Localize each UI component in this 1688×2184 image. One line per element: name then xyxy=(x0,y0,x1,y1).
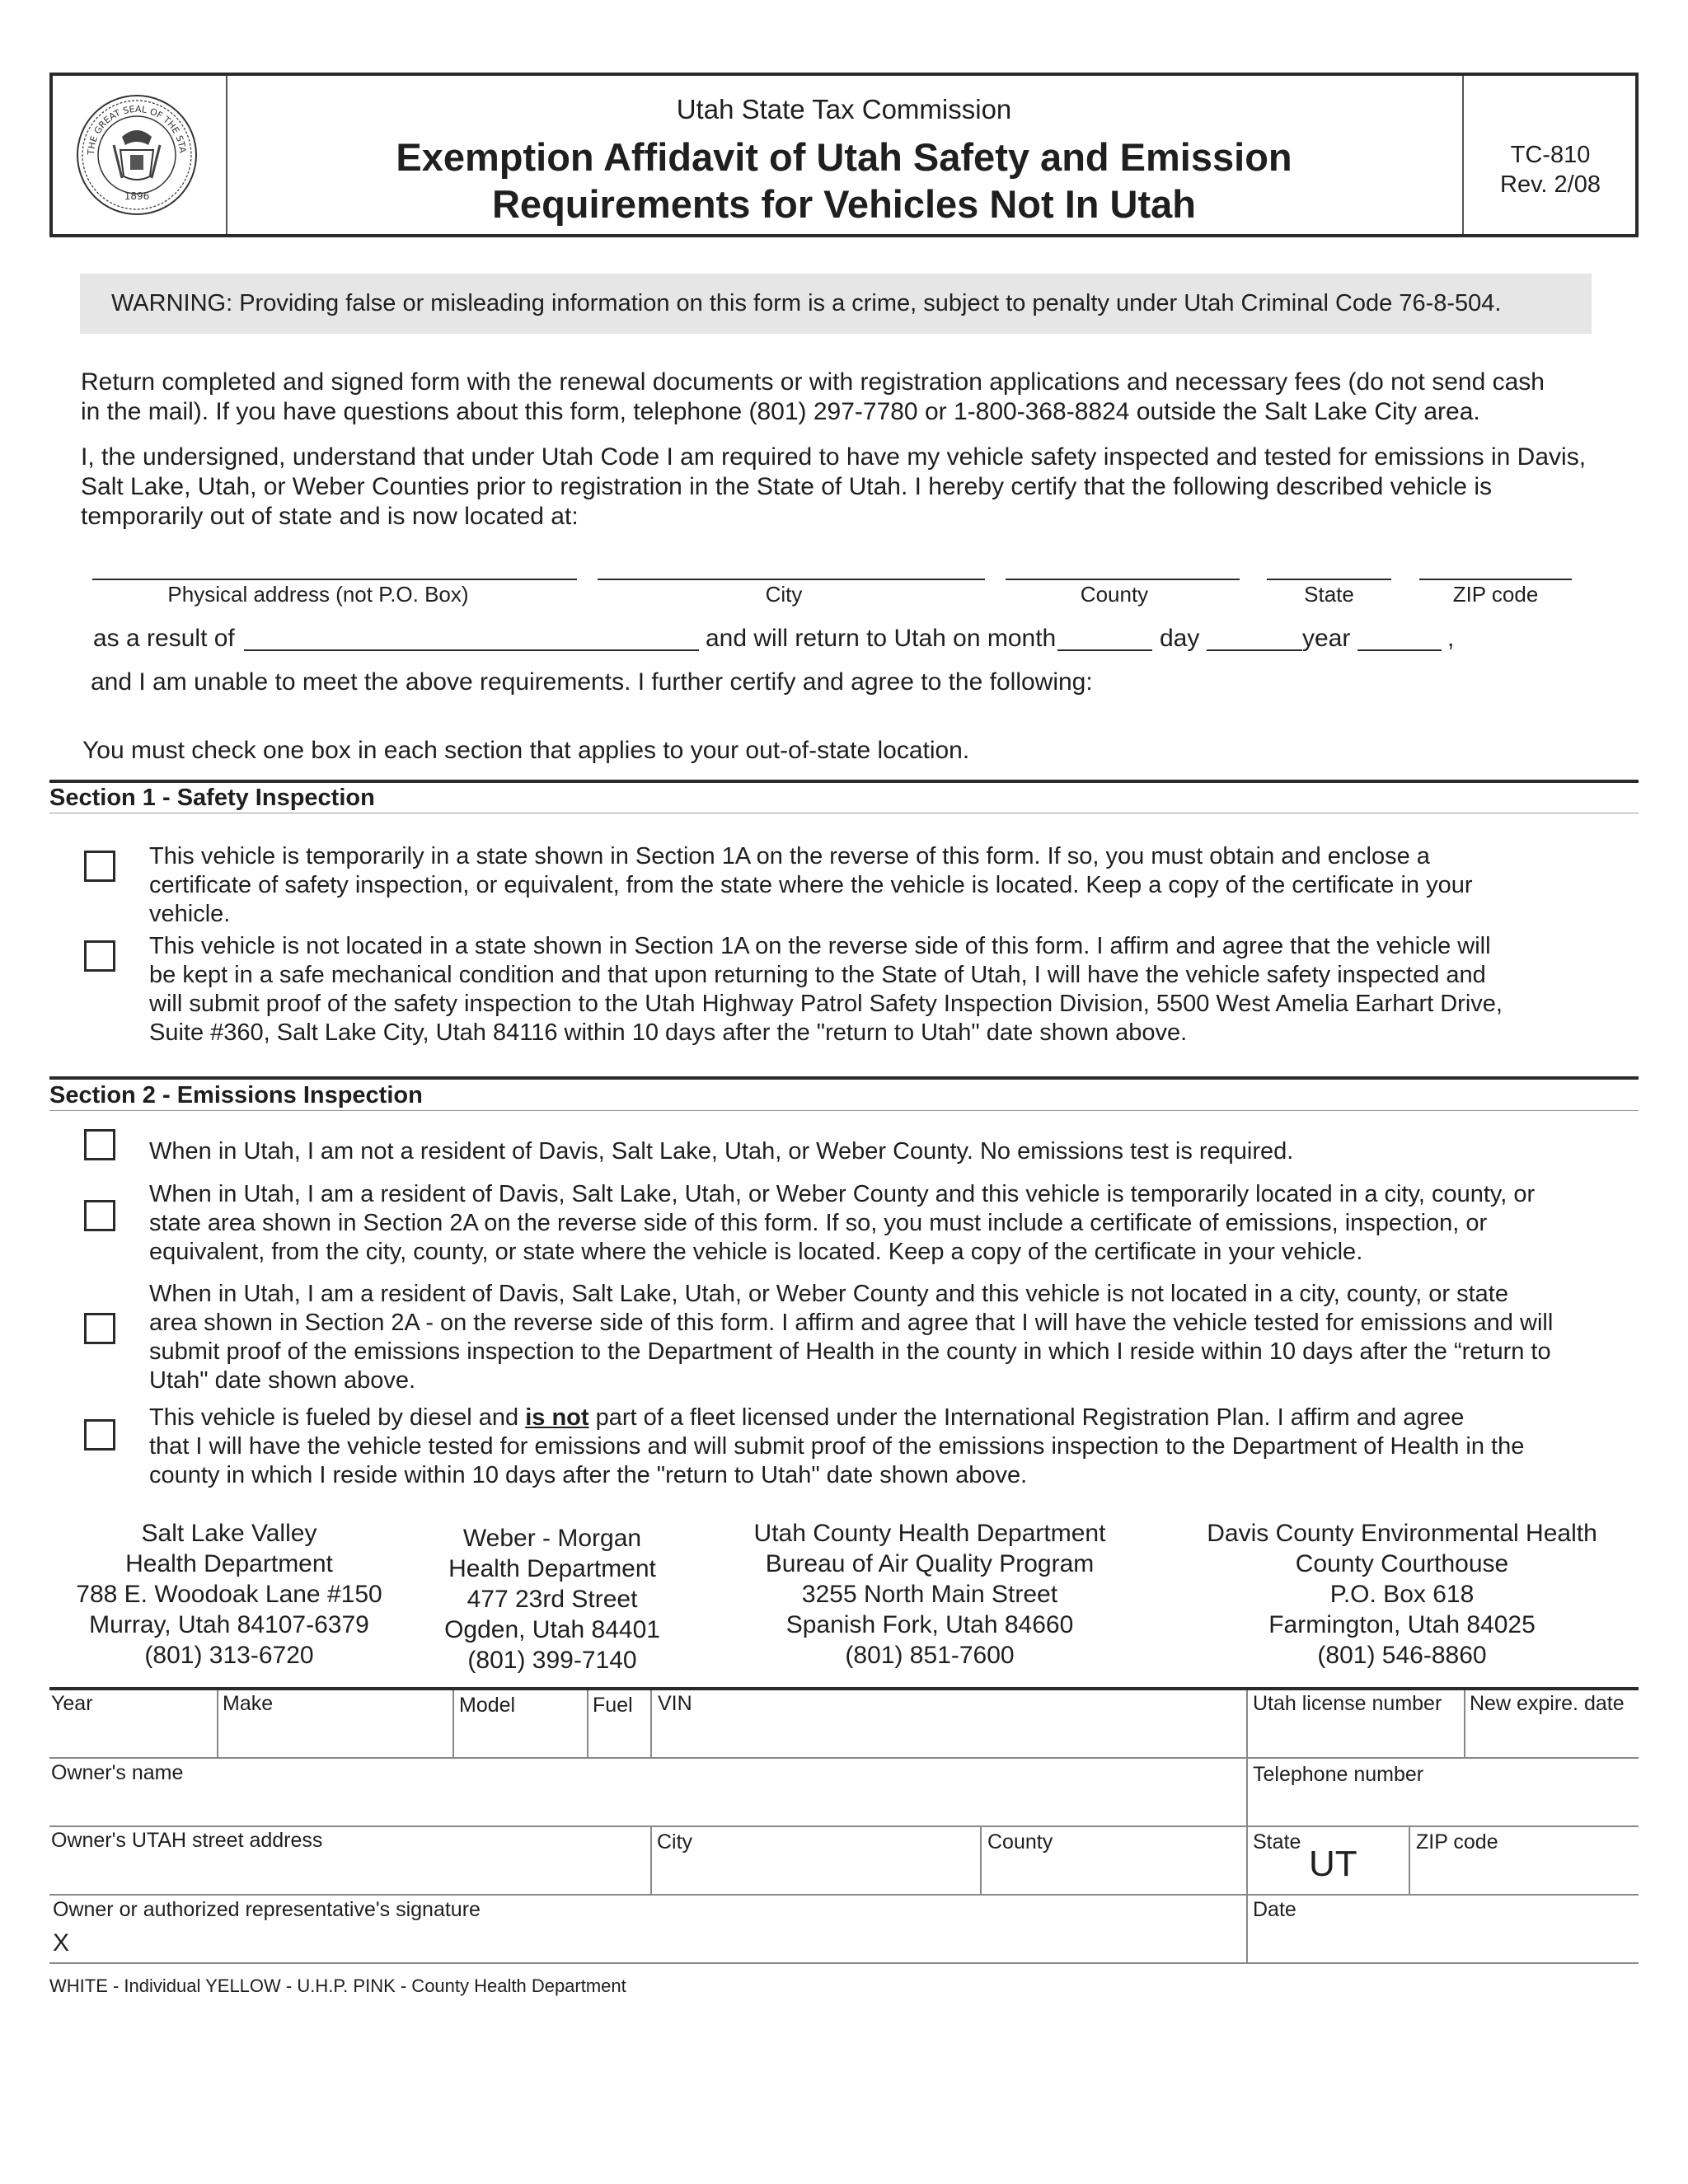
hd3-line2: Bureau of Air Quality Program xyxy=(765,1550,1095,1577)
utah-state-seal-icon xyxy=(53,76,226,234)
return-instructions xyxy=(81,368,1630,427)
city-label: City xyxy=(765,582,803,607)
zip-line[interactable] xyxy=(1419,579,1572,580)
form-title-line2: Requirements for Vehicles Not In Utah xyxy=(491,182,1196,226)
certify-line1: I, the undersigned, understand that under Utah Code I am required to have my vehicle safety inspected and tested for emissions in Davis, xyxy=(81,443,1587,471)
grid-vrule xyxy=(650,1825,652,1894)
telephone-field[interactable]: Telephone number xyxy=(1253,1763,1424,1786)
title-cell xyxy=(226,76,1462,234)
s1o1-line2: certificate of safety inspection, or equivalent, from the state where the vehicle is located. Keep a copy of the certificate in your xyxy=(149,872,1473,898)
s2o2-line1: When in Utah, I am a resident of Davis, Salt Lake, Utah, or Weber County and this vehicle is temporarily located in a city, county, or xyxy=(149,1181,1536,1207)
hd4-line3: P.O. Box 618 xyxy=(1329,1581,1475,1608)
section2-heading: Section 2 - Emissions Inspection xyxy=(49,1082,423,1108)
year-line[interactable] xyxy=(1357,649,1442,651)
county-label: County xyxy=(1080,582,1149,607)
owner-city-field[interactable]: City xyxy=(657,1830,693,1854)
section1-option2-text xyxy=(149,932,1616,1047)
hd2-line2: Health Department xyxy=(448,1555,656,1582)
hd1-line1: Salt Lake Valley xyxy=(141,1520,317,1547)
grid-vrule xyxy=(1409,1825,1410,1894)
health-dept-utah-county xyxy=(729,1518,1131,1671)
hd2-line5: (801) 399-7140 xyxy=(467,1647,637,1674)
hd1-line3: 788 E. Woodoak Lane #150 xyxy=(76,1581,382,1608)
grid-row-rule-3 xyxy=(49,1894,1639,1896)
section2-option4-checkbox[interactable] xyxy=(84,1419,115,1451)
s1o2-line3: will submit proof of the safety inspection to the Utah Highway Patrol Safety Inspection Division, 5500 West Amelia Earhart Drive, xyxy=(149,991,1503,1017)
certify-line3: temporarily out of state and is now located at: xyxy=(81,503,579,530)
s1o2-line4: Suite #360, Salt Lake City, Utah 84116 within 10 days after the "return to Utah" date shown above. xyxy=(149,1019,1188,1046)
owner-state-field[interactable]: State xyxy=(1253,1830,1301,1854)
section2-option2-text xyxy=(149,1180,1616,1267)
section2-option1-checkbox[interactable] xyxy=(84,1129,115,1160)
s1o2-line2: be kept in a safe mechanical condition and that upon returning to the State of Utah, I will have the vehicle safety inspected and xyxy=(149,962,1486,988)
grid-vrule xyxy=(217,1690,218,1757)
grid-row-rule-1 xyxy=(49,1757,1639,1759)
day-line[interactable] xyxy=(1207,649,1302,651)
grid-vrule xyxy=(650,1690,652,1757)
agency-name: Utah State Tax Commission xyxy=(676,94,1012,124)
city-line[interactable] xyxy=(598,579,985,580)
form-revision: Rev. 2/08 xyxy=(1500,171,1601,198)
hd1-line4: Murray, Utah 84107-6379 xyxy=(89,1611,369,1638)
s2o3-line3: submit proof of the emissions inspection to the Department of Health in the county in which I reside within 10 days after the “return to xyxy=(149,1338,1551,1365)
seal-year: 1896 xyxy=(124,190,150,202)
section2-option3-text xyxy=(149,1280,1616,1395)
year-field[interactable]: Year xyxy=(51,1692,93,1715)
form-title-line1: Exemption Affidavit of Utah Safety and Emission xyxy=(396,135,1292,179)
s1o2-line1: This vehicle is not located in a state shown in Section 1A on the reverse side of this form. I affirm and agree that the vehicle will xyxy=(149,933,1491,959)
zip-label: ZIP code xyxy=(1452,582,1539,607)
owner-state-value: UT xyxy=(1309,1844,1357,1884)
s2o4-line2: that I will have the vehicle tested for emissions and will submit proof of the emissions inspection to the Department of Health in the xyxy=(149,1433,1525,1460)
s2o4-is-not-emphasis: is not xyxy=(525,1404,589,1431)
copy-distribution-footer: WHITE - Individual YELLOW - U.H.P. PINK - County Health Department xyxy=(49,1975,626,1996)
seal-text: THE GREAT SEAL OF THE STA xyxy=(85,103,188,156)
grid-vrule xyxy=(452,1690,454,1757)
s2o2-line2: state area shown in Section 2A on the reverse side of this form. If so, you must include a certificate of emissions, inspection, or xyxy=(149,1210,1488,1236)
unable-text: and I am unable to meet the above requirements. I further certify and agree to the following: xyxy=(91,668,1093,696)
grid-row-rule-2 xyxy=(49,1825,1639,1827)
section2-top-rule xyxy=(49,1076,1639,1080)
street-address-field[interactable]: Owner's UTAH street address xyxy=(51,1829,323,1852)
s1o1-line1: This vehicle is temporarily in a state shown in Section 1A on the reverse of this form. If so, you must obtain and enclose a xyxy=(149,843,1430,869)
hd2-line1: Weber - Morgan xyxy=(462,1525,642,1552)
model-field[interactable]: Model xyxy=(459,1694,516,1717)
certify-line2: Salt Lake, Utah, or Weber Counties prior to registration in the State of Utah. I hereby certify that the following described vehicle is xyxy=(81,473,1492,500)
day-label: day xyxy=(1160,625,1200,652)
return-month-label: and will return to Utah on month xyxy=(706,625,1057,652)
seal-cell xyxy=(53,76,227,234)
s2o4-line3: county in which I reside within 10 days after the "return to Utah" date shown above. xyxy=(149,1462,1028,1488)
health-dept-weber-morgan xyxy=(429,1523,676,1675)
return-line2: in the mail). If you have questions about this form, telephone (801) 297-7780 or 1-800-368-8824 outside the Salt Lake City area. xyxy=(81,398,1480,425)
hd3-line5: (801) 851-7600 xyxy=(845,1642,1015,1669)
vehicle-owner-grid xyxy=(49,1687,1639,1964)
grid-vrule xyxy=(980,1825,982,1894)
owner-name-field[interactable]: Owner's name xyxy=(51,1761,184,1784)
hd3-line4: Spanish Fork, Utah 84660 xyxy=(785,1611,1074,1638)
expire-date-field[interactable]: New expire. date xyxy=(1470,1692,1625,1715)
license-number-field[interactable]: Utah license number xyxy=(1253,1692,1442,1715)
fuel-field[interactable]: Fuel xyxy=(593,1694,633,1717)
return-comma: , xyxy=(1447,625,1455,652)
form-number-cell xyxy=(1462,76,1637,234)
county-line[interactable] xyxy=(1006,579,1240,580)
hd1-line2: Health Department xyxy=(125,1550,333,1577)
s2o3-line2: area shown in Section 2A - on the reverse side of this form. I affirm and agree that I will have the vehicle tested for emissions and will xyxy=(149,1310,1554,1336)
section1-option1-text xyxy=(149,842,1616,929)
s2o4-line1 xyxy=(149,1404,1616,1432)
section2-option4-text xyxy=(149,1404,1616,1490)
check-instruction: You must check one box in each section that applies to your out-of-state location. xyxy=(82,737,970,764)
hd4-line4: Farmington, Utah 84025 xyxy=(1268,1611,1536,1638)
hd1-line5: (801) 313-6720 xyxy=(144,1642,314,1669)
s2o2-line3: equivalent, from the city, county, or state where the vehicle is located. Keep a copy of the certificate in your vehicle. xyxy=(149,1239,1363,1265)
warning-banner: WARNING: Providing false or misleading information on this form is a crime, subject to penalty under Utah Criminal Code 76-8-504. xyxy=(80,274,1592,334)
section1-top-rule xyxy=(49,780,1639,783)
return-line1: Return completed and signed form with the renewal documents or with registration applications and necessary fees (do not send cash xyxy=(81,368,1545,396)
s2o4-line1-start: This vehicle is fueled by diesel and xyxy=(149,1404,526,1431)
form-number: TC-810 xyxy=(1510,142,1591,168)
hd4-line2: County Courthouse xyxy=(1295,1550,1509,1577)
s2o3-line1: When in Utah, I am a resident of Davis, Salt Lake, Utah, or Weber County and this vehicle is not located in a city, county, or state xyxy=(149,1281,1508,1307)
date-field[interactable]: Date xyxy=(1253,1898,1296,1921)
hd3-line1: Utah County Health Department xyxy=(753,1520,1106,1547)
hd2-line3: 477 23rd Street xyxy=(467,1586,638,1613)
health-dept-davis-county xyxy=(1192,1518,1612,1671)
section2-option2-checkbox[interactable] xyxy=(84,1200,115,1231)
s2o3-line4: Utah" date shown above. xyxy=(149,1367,416,1394)
hd4-line5: (801) 546-8860 xyxy=(1317,1642,1487,1669)
grid-vrule xyxy=(1464,1690,1465,1757)
s1o1-line3: vehicle. xyxy=(149,901,231,927)
section1-heading: Section 1 - Safety Inspection xyxy=(49,785,375,811)
section2-option3-checkbox[interactable] xyxy=(84,1313,115,1344)
state-label: State xyxy=(1304,582,1354,607)
month-line[interactable] xyxy=(1057,649,1152,651)
s2o4-line1-end: part of a fleet licensed under the International Registration Plan. I affirm and agree xyxy=(588,1404,1465,1431)
reason-line[interactable] xyxy=(244,649,699,651)
owner-zip-field[interactable]: ZIP code xyxy=(1416,1830,1498,1854)
section2-heading-rule xyxy=(49,1110,1639,1111)
health-dept-salt-lake xyxy=(76,1518,382,1671)
section1-option2-checkbox[interactable] xyxy=(84,940,115,972)
as-result-of-label: as a result of xyxy=(93,625,235,652)
make-field[interactable]: Make xyxy=(223,1692,274,1715)
section2-option1-text xyxy=(149,1137,1616,1166)
grid-vrule xyxy=(1246,1690,1248,1964)
owner-county-field[interactable]: County xyxy=(987,1830,1053,1854)
form-title xyxy=(226,134,1462,227)
state-line[interactable] xyxy=(1267,579,1391,580)
section1-option1-checkbox[interactable] xyxy=(84,851,115,882)
form-header xyxy=(49,73,1639,237)
svg-text:THE GREAT SEAL OF THE STATE OF xyxy=(53,76,188,156)
year-label: year xyxy=(1302,625,1351,652)
signature-label: Owner or authorized representative's signature xyxy=(53,1898,481,1921)
s2o1-line1: When in Utah, I am not a resident of Davis, Salt Lake, Utah, or Weber County. No emissions test is required. xyxy=(149,1138,1294,1165)
hd2-line4: Ogden, Utah 84401 xyxy=(444,1616,660,1643)
address-label: Physical address (not P.O. Box) xyxy=(167,582,469,607)
address-line[interactable] xyxy=(92,579,577,580)
vin-field[interactable]: VIN xyxy=(658,1692,692,1715)
hd3-line3: 3255 North Main Street xyxy=(801,1581,1058,1608)
hd4-line1: Davis County Environmental Health xyxy=(1207,1520,1597,1547)
grid-vrule xyxy=(587,1690,588,1757)
certification-text xyxy=(81,443,1630,532)
signature-field[interactable]: X xyxy=(53,1929,70,1957)
